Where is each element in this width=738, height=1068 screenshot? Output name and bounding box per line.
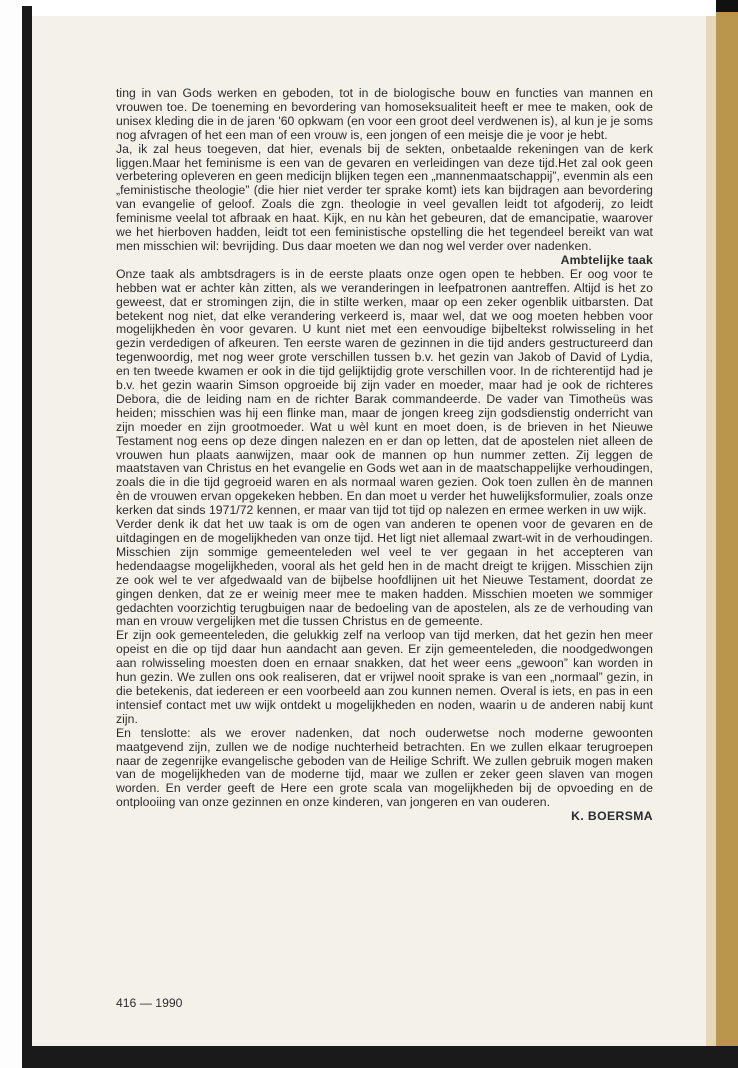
paragraph-1: ting in van Gods werken en geboden, tot in de biologische bouw en functies van mannen en vrouwen toe. De toeneming en bevordering van homoseksualiteit heeft er mee te maken, ook de unisex kleding die in de jaren '60 opkwam (en voor een groot deel verdwenen is), al kun je je soms nog afvragen of het een man of een vrouw is, een jongen of een meisje die je voor je hebt. bbox=[116, 86, 653, 142]
page-edge-shadow bbox=[716, 10, 738, 1046]
author-signature: K. BOERSMA bbox=[571, 809, 653, 824]
paragraph-6: En tenslotte: als we erover nadenken, dat noch ouderwetse noch moderne gewoonten maatgevend zijn, zullen we de nodige nuchterheid betrachten. En we zullen elkaar terugroepen naar de zegenrijke evangelische geboden van de Heilige Schrift. We zullen gebruik mogen maken van de mogelijkheden van de moderne tijd, maar we zullen er zeker geen slaven van mogen worden. En verder geeft de Here een grote scala van mogelijkheden bij de opvoeding en de ontplooiing van onze gezinnen en onze kinderen, van jongeren en van ouderen. bbox=[116, 725, 653, 810]
scan-border-bottom bbox=[22, 1046, 738, 1068]
paragraph-4: Verder denk ik dat het uw taak is om de ogen van anderen te openen voor de gevaren en de uitdagingen en de mogelijkheden van onze tijd. Het ligt niet allemaal zwart-wit in de verhoudingen. Misschien zijn sommige gemeenteleden wel veel te ver gegaan in het accepteren van hedendaagse mogelijkheden, vooral als het geld hen in de macht dreigt te krijgen. Misschien zijn ze ook wel te ver afgedwaald van de bijbelse hoofdlijnen uit het Nieuwe Testament, doordat ze gingen denken, dat ze er weinig meer mee te maken hadden. Misschien moeten we sommiger gedachten voorzichtig terugbuigen naar de bedoeling van de apostelen, als ze de verhouding van man en vrouw vergelijken met die tussen Christus en de gemeente. bbox=[116, 517, 653, 629]
paragraph-2: Ja, ik zal heus toegeven, dat hier, evenals bij de sekten, onbetaalde rekeningen van de kerk liggen.Maar het feminisme is een van de gevaren en verleidingen van deze tijd.Het zal ook geen verbetering opleveren en geen medicijn blijken tegen een „mannenmaatschappij”, evenmin als een „feministische theologie” (die hier niet verder ter sprake komt) iets kan bijdragen aan bevordering van evangelie of geloof. Zoals die zgn. theologie in veel gevallen leidt tot afgoderij, zo leidt feminisme veelal tot afbraak en haat. Kijk, en nu kàn het gebeuren, dat de emancipatie, waarover we het hierboven hadden, leidt tot een feministische opstelling die het tegendeel bereikt van wat men misschien wil: bevrijding. Dus daar moeten we dan nog wel verder over nadenken. bbox=[116, 141, 653, 253]
article-body bbox=[116, 87, 653, 824]
page-number: 416 — 1990 bbox=[116, 996, 183, 1010]
scan-border-left bbox=[22, 6, 32, 1068]
corner-mark bbox=[716, 0, 738, 12]
section-heading: Ambtelijke taak bbox=[560, 252, 653, 267]
paragraph-5: Er zijn ook gemeenteleden, die gelukkig zelf na verloop van tijd merken, dat het gezin hen meer opeist en die op tijd daar hun aandacht aan geven. Er zijn gemeenteleden, die noodgedwongen aan rolwisseling moesten doen en ernaar snakken, dat het weer eens „gewoon” kan worden in hun gezin. We zullen ons ook realiseren, dat er vrijwel nooit sprake is van een „normaal” gezin, in die betekenis, dat iedereen er een voorbeeld aan zou kunnen nemen. Overal is iets, en pas in een intensief contact met uw wijk ontdekt u mogelijkheden en noden, waarin u de anderen nabij kunt zijn. bbox=[116, 628, 653, 726]
paragraph-3: Onze taak als ambtsdragers is in de eerste plaats onze ogen open te hebben. Er oog voor te hebben wat er achter kàn zitten, als we veranderingen in leefpatronen aantreffen. Altijd is het zo geweest, dat er stromingen zijn, die in stilte werken, maar op een zeker ogenblik uitbarsten. Dat betekent nog niet, dat elke verandering verkeerd is, maar wel, dat we oog moeten hebben voor mogelijkheden èn voor gevaren. U kunt niet met een eenvoudige bijbeltekst rolwisseling in het gezin verdedigen of afkeuren. Ten eerste waren de gezinnen in die tijd anders gestructureerd dan tegenwoordig, met nog weer grote verschillen tussen b.v. het gezin van Jakob of David of Lydia, en ten tweede kwamen er ook in die tijd gelijktijdig grote verschillen voor. In de richterentijd had je b.v. het gezin waarin Simson opgroeide bij zijn vader en moeder, maar had je ook de richteres Debora, die de leiding nam en de richter Barak commandeerde. De vader van Timotheüs was heiden; misschien was hij een flinke man, maar de jongen kreeg zijn godsdienstig onderricht van zijn moeder en zijn grootmoeder. Wat u wèl kunt en moet doen, is de brieven in het Nieuwe Testament nog eens op deze dingen nalezen en er dan op letten, dat de apostelen niet alleen de vrouwen hun plaats aanwijzen, maar ook de mannen op hun nummer zetten. Zij leggen de maatstaven van Christus en het evangelie en Gods wet aan in de maatschappelijke verhoudingen, zoals die in die tijd gegroeid waren en als normaal waren gezien. Ook toen zullen èn de mannen èn de vrouwen ervan opgekeken hebben. En dan moet u verder het huwelijksformulier, zoals onze kerken dat sinds 1971/72 kennen, er maar van tijd tot tijd op nalezen en ermee werken in uw wijk. bbox=[116, 266, 653, 518]
